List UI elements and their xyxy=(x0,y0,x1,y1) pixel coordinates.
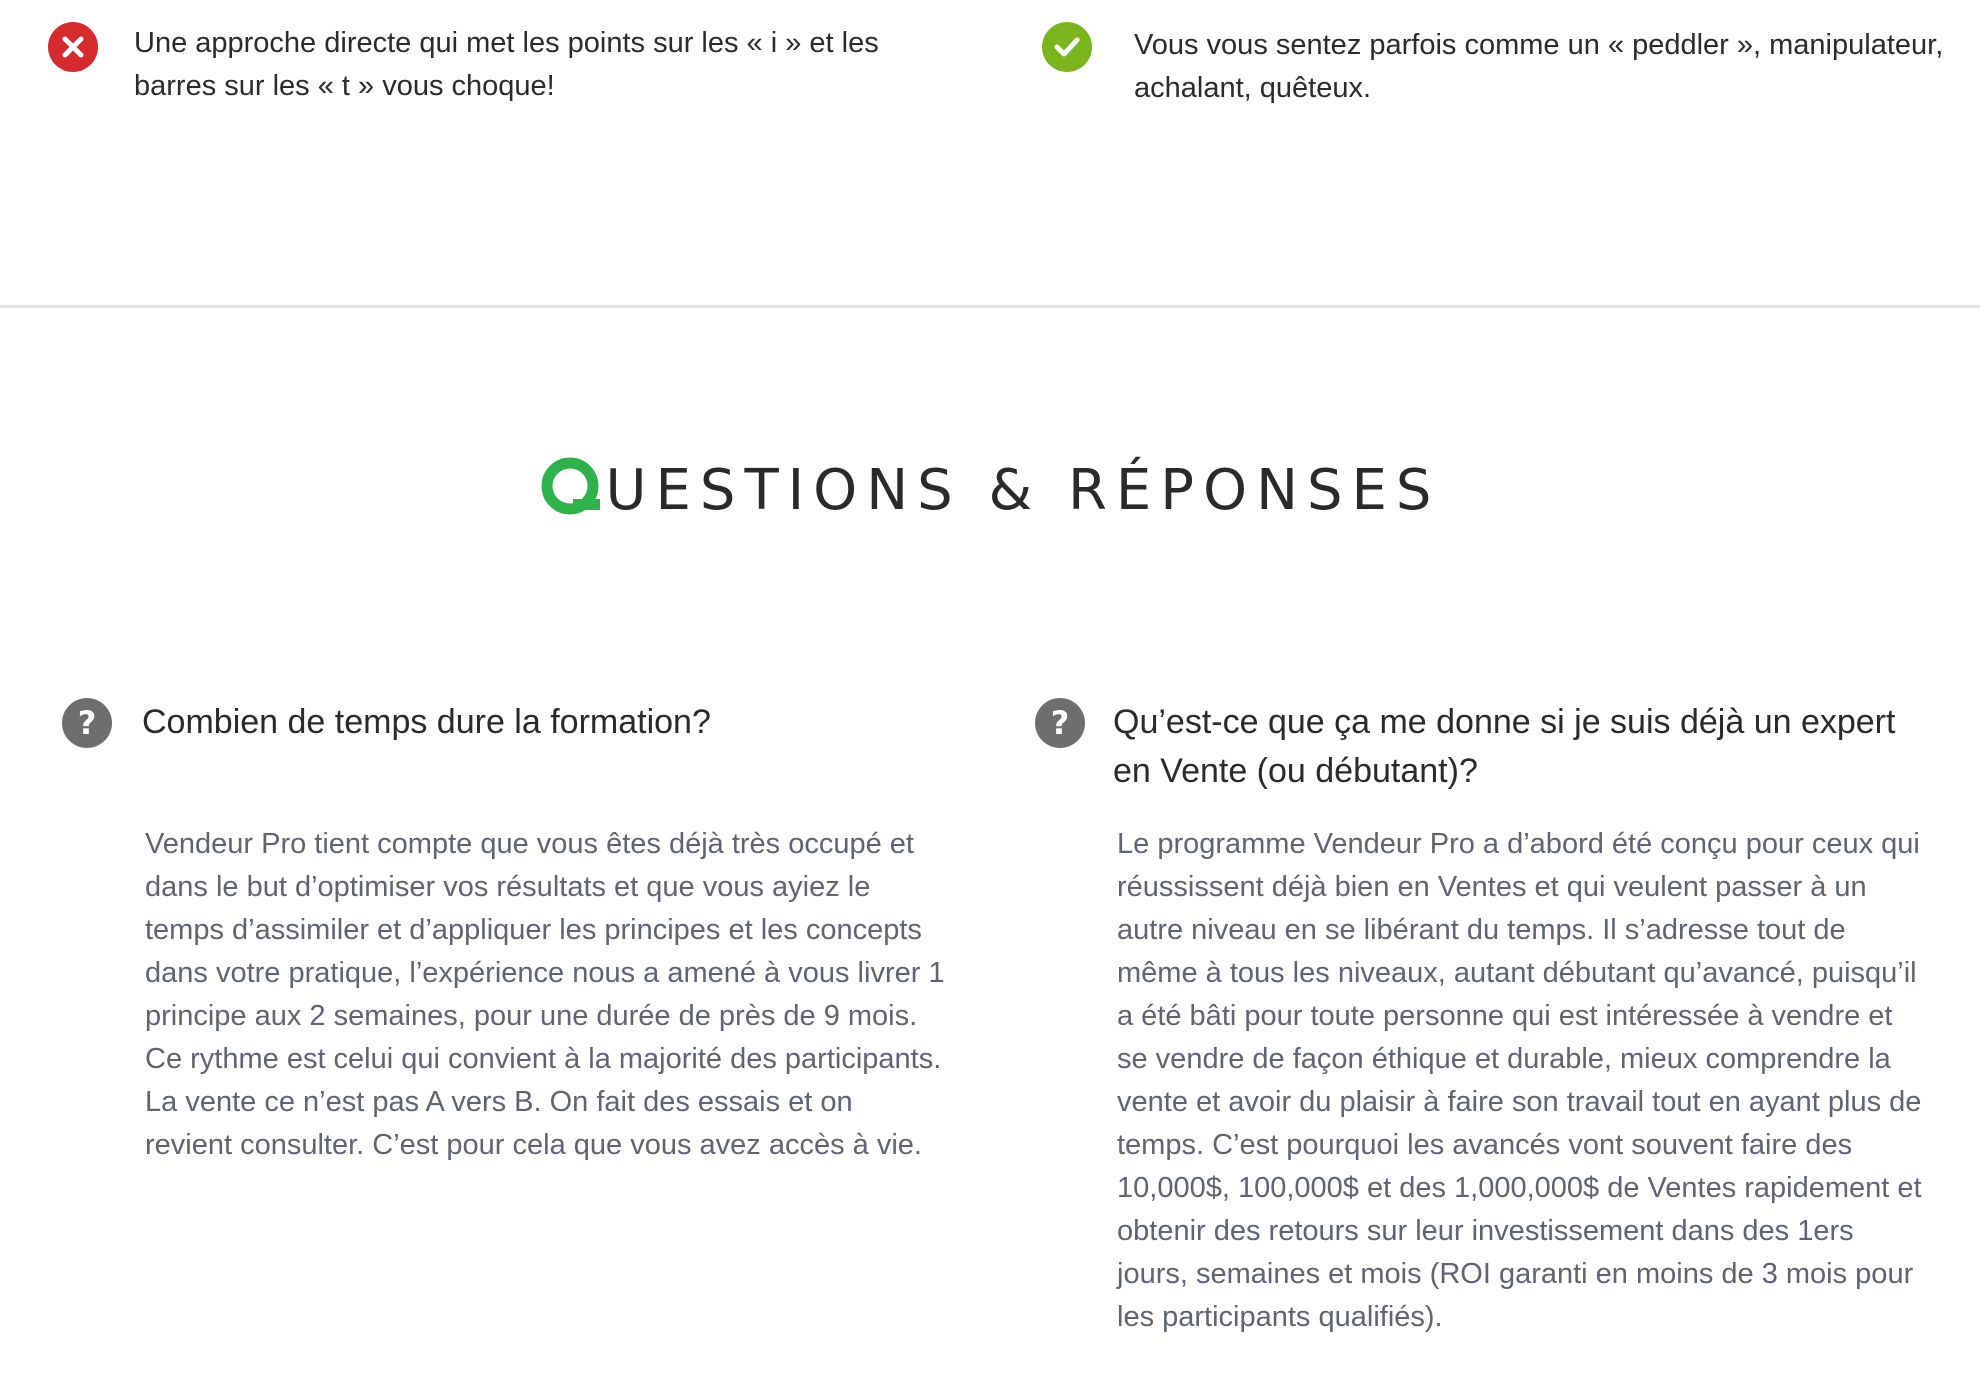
checkmark-icon xyxy=(1042,22,1092,72)
question-icon: ? xyxy=(1035,698,1085,748)
faq-answer-1: Vendeur Pro tient compte que vous êtes déjà très occupé et dans le but d’optimiser vos résultats et que vous ayiez le temps d’assimiler et d’appliquer les principes et les concepts dans votre pratique, l’expérience nous a amené à vous livrer 1 principe aux 2 semaines, pour une durée de près de 9 mois. Ce rythme est celui qui convient à la majorité des participants. La vente ce n’est pas A vers B. On fait des essais et on revient consulter. C’est pour cela que vous avez accès à vie. xyxy=(145,828,945,1161)
section-title xyxy=(0,455,1980,523)
q-logo-letter xyxy=(540,455,602,517)
con-text: Une approche directe qui met les points sur les « i » et les barres sur les « t » vous choque! xyxy=(134,27,879,102)
pro-item xyxy=(1042,22,1980,110)
faq-question-1 xyxy=(62,698,842,748)
question-icon: ? xyxy=(62,698,112,748)
question-text: Combien de temps dure la formation? xyxy=(142,703,711,741)
x-icon xyxy=(48,22,98,72)
question-text: Qu’est-ce que ça me donne si je suis déjà un expert en Vente (ou débutant)? xyxy=(1113,703,1896,790)
faq-question-2 xyxy=(1035,698,1933,796)
con-item xyxy=(48,22,954,108)
section-divider xyxy=(0,305,1980,308)
pro-text: Vous vous sentez parfois comme un « peddler », manipulateur, achalant, quêteux. xyxy=(1134,29,1944,104)
section-title-text: UESTIONS & RÉPONSES xyxy=(605,458,1441,523)
faq-answer-2: Le programme Vendeur Pro a d’abord été conçu pour ceux qui réussissent déjà bien en Ventes et qui veulent passer à un autre niveau en se libérant du temps. Il s’adresse tout de même à tous les niveaux, autant débutant qu’avancé, puisqu’il a été bâti pour toute personne qui est intéressée à vendre et se vendre de façon éthique et durable, mieux comprendre la vente et avoir du plaisir à faire son travail tout en ayant plus de temps. C’est pourquoi les avancés vont souvent faire des 10,000$, 100,000$ et des 1,000,000$ de Ventes rapidement et obtenir des retours sur leur investissement dans des 1ers jours, semaines et mois (ROI garanti en moins de 3 mois pour les participants qualifiés). xyxy=(1117,828,1922,1333)
